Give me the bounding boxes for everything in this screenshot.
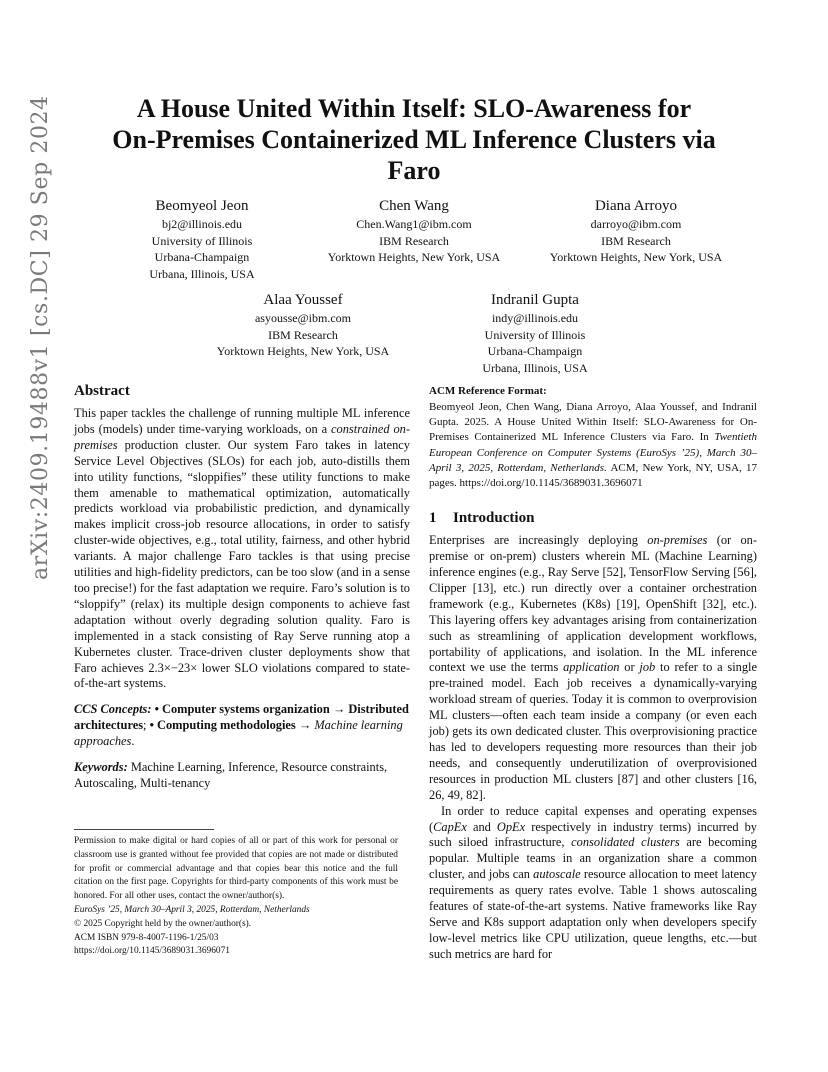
author-affiliation: Urbana, Illinois, USA — [149, 266, 255, 281]
author-name: Alaa Youssef — [263, 292, 343, 308]
acm-reference-text — [429, 400, 757, 491]
ccs-concept-1: • Computer systems organization → Distributed architectures — [74, 702, 409, 733]
abstract-emphasis: constrained on-premises — [74, 421, 410, 452]
author-email: bj2@illinois.edu — [161, 217, 243, 231]
intro-paragraph-1 — [429, 533, 757, 803]
footnote-rule — [74, 829, 214, 830]
intro-text: respectively in industry terms) incurred by such siloed infrastructure, — [429, 819, 757, 850]
author-affiliation: Yorktown Heights, New York, USA — [549, 250, 723, 264]
introduction-heading — [429, 509, 757, 527]
intro-text: Enterprises are increasingly deploying — [429, 533, 648, 548]
ccs-concept-2-detail: Machine learning approaches — [74, 718, 403, 749]
intro-emphasis: consolidated clusters — [571, 835, 680, 850]
intro-emphasis: OpEx — [496, 819, 526, 834]
ccs-label: CCS Concepts: — [74, 702, 152, 717]
doi-line: https://doi.org/10.1145/3689031.3696071 — [74, 946, 230, 957]
author-block-4 — [193, 290, 413, 360]
ccs-end: . — [131, 734, 135, 749]
intro-text: are becoming popular. Multiple teams in an organization share a common cluster, and jobs can — [429, 835, 757, 882]
author-name: Beomyeol Jeon — [155, 198, 249, 214]
isbn-line: ACM ISBN 979-8-4007-1196-1/25/03 — [74, 932, 219, 943]
author-affiliation: IBM Research — [268, 327, 338, 342]
author-name: Indranil Gupta — [491, 292, 579, 308]
keywords — [74, 760, 410, 792]
acm-reference-venue: Twentieth European Conference on Computer Systems (EuroSys ’25), March 30–April 3, 2025, Rotterdam, Netherlands. — [429, 431, 757, 474]
author-email: Chen.Wang1@ibm.com — [356, 217, 472, 231]
intro-paragraph-2 — [429, 804, 757, 963]
author-email: darroyo@ibm.com — [590, 217, 682, 231]
section-number: 1 — [429, 510, 437, 527]
author-affiliation: Urbana, Illinois, USA — [482, 360, 588, 375]
intro-text: to refer to a single pre-trained model. Each job receives a dynamically-varying workload stream of queries. Today it is common to overprovision ML clusters—often each team inside a company (or even each job) gets its own dedicated cluster. This overprovisioning practice has led to developers requesting more resources than their job needs, and consequently underutilization of overprovisioned resources in production ML clusters [87] and other clusters [16, 26, 49, 82]. — [429, 660, 757, 802]
author-email: asyousse@ibm.com — [254, 311, 352, 325]
ccs-concepts — [74, 702, 410, 750]
ccs-concept-2: • Computing methodologies → — [149, 718, 312, 733]
author-name: Chen Wang — [379, 198, 449, 214]
intro-emphasis: autoscale — [533, 867, 581, 882]
arxiv-stamp-text: arXiv:2409.19488v1 [cs.DC] 29 Sep 2024 — [28, 95, 53, 580]
venue-line: EuroSys ’25, March 30–April 3, 2025, Rotterdam, Netherlands — [74, 904, 310, 915]
permission-text: Permission to make digital or hard copies of all or part of this work for personal or classroom use is granted without fee provided that copies are not made or distributed for profit or commercial advantage and that copies bear this notice and the full citation on the first page. Copyrights for third-party components of this work must be honored. For all other uses, contact the owner/author(s). — [74, 836, 398, 902]
acm-reference-part: ACM, New York, NY, USA, 17 pages. https://doi.org/10.1145/3689031.3696071 — [429, 461, 757, 490]
keywords-label: Keywords: — [74, 760, 128, 775]
author-affiliation: IBM Research — [601, 233, 671, 248]
author-affiliation: IBM Research — [379, 233, 449, 248]
paper-title — [60, 93, 768, 186]
acm-reference-heading: ACM Reference Format: — [429, 385, 547, 397]
abstract-text — [74, 406, 410, 692]
intro-text: or — [619, 660, 640, 675]
author-affiliation: Yorktown Heights, New York, USA — [216, 344, 390, 358]
ccs-separator: ; — [143, 718, 150, 733]
left-column — [74, 382, 410, 792]
intro-emphasis: on-premises — [647, 533, 708, 548]
right-column — [429, 384, 757, 963]
abstract-part: This paper tackles the challenge of running multiple ML inference jobs (models) under time-varying workloads, on a — [74, 406, 410, 436]
author-email: indy@illinois.edu — [491, 311, 579, 325]
copyright-line: © 2025 Copyright held by the owner/author(s). — [74, 918, 252, 929]
author-block-2 — [304, 196, 524, 266]
author-name: Diana Arroyo — [594, 198, 678, 214]
intro-emphasis: CapEx — [433, 819, 467, 834]
author-affiliation: University of Illinois — [484, 327, 586, 342]
keywords-text: Machine Learning, Inference, Resource constraints, Autoscaling, Multi-tenancy — [74, 760, 388, 790]
intro-emphasis: application — [563, 660, 620, 675]
permission-footnote — [74, 835, 398, 959]
author-affiliation: Yorktown Heights, New York, USA — [327, 250, 501, 264]
author-block-1 — [112, 196, 292, 282]
author-block-5 — [435, 290, 635, 376]
intro-text: In order to reduce capital expenses and operating expenses ( — [429, 803, 757, 834]
author-affiliation: Urbana-Champaign — [487, 344, 583, 358]
intro-text: resource allocation to meet latency requirements as query rates evolve. Table 1 shows autoscaling features of state-of-the-art systems. Native frameworks like Ray Serve and K8s support adaptation only when developers specify low-level metrics like CPU utilization, queue lengths, etc.—but such metrics are hard for — [429, 867, 757, 961]
acm-reference-part: Beomyeol Jeon, Chen Wang, Diana Arroyo, Alaa Youssef, and Indranil Gupta. 2025. A House United Within Itself: SLO-Awareness for On-Premises Containerized ML Inference Clusters via Faro. In — [429, 401, 757, 444]
title-line-2: On-Premises Containerized ML Inference Clusters via — [112, 125, 716, 154]
intro-text: (or on-premise or on-prem) clusters wherein ML (Machine Learning) inference engines (e.g., Ray Serve [52], TensorFlow Serving [56], Clipper [13], etc.) run directly over a container orchestration framework (e.g., Kubernetes (K8s) [19], OpenShift [32], etc.). This layering offers key advantages arising from containerization such as streamlining of application development workflows, portability of applications, and isolation. In the ML inference context we use the terms — [429, 533, 757, 675]
abstract-part: production cluster. Our system Faro takes in latency Service Level Objectives (SLOs) for each job, auto-distills them into utility functions, “sloppifies” these utility functions to make them amenable to mathematical optimization, automatically predicts workload via probabilistic prediction, and dynamically makes implicit cross-job resource allocations, in order to satisfy cluster-wide objectives, e.g., total utility, fairness, and other hybrid variants. A major challenge Faro tackles is that using precise utilities and high-fidelity predictors, can be too slow (and in a sense too precise!) for the fast adaptation we require. Faro’s solution is to “sloppify” (relax) its multiple design components to achieve fast adaptation without overly degrading solution quality. Faro is implemented in a stack consisting of Ray Serve running atop a Kubernetes cluster. Trace-driven cluster deployments show that Faro achieves 2.3×−23× lower SLO violations compared to state-of-the-art systems. — [74, 437, 410, 691]
intro-text: and — [466, 819, 497, 834]
abstract-heading: Abstract — [74, 383, 130, 399]
title-line-1: A House United Within Itself: SLO-Awareness for — [136, 94, 692, 123]
author-affiliation: University of Illinois — [151, 233, 253, 248]
author-block-3 — [526, 196, 746, 266]
title-line-3: Faro — [387, 156, 441, 185]
intro-emphasis: job — [639, 660, 656, 675]
author-affiliation: Urbana-Champaign — [154, 250, 250, 264]
section-title: Introduction — [453, 510, 535, 527]
